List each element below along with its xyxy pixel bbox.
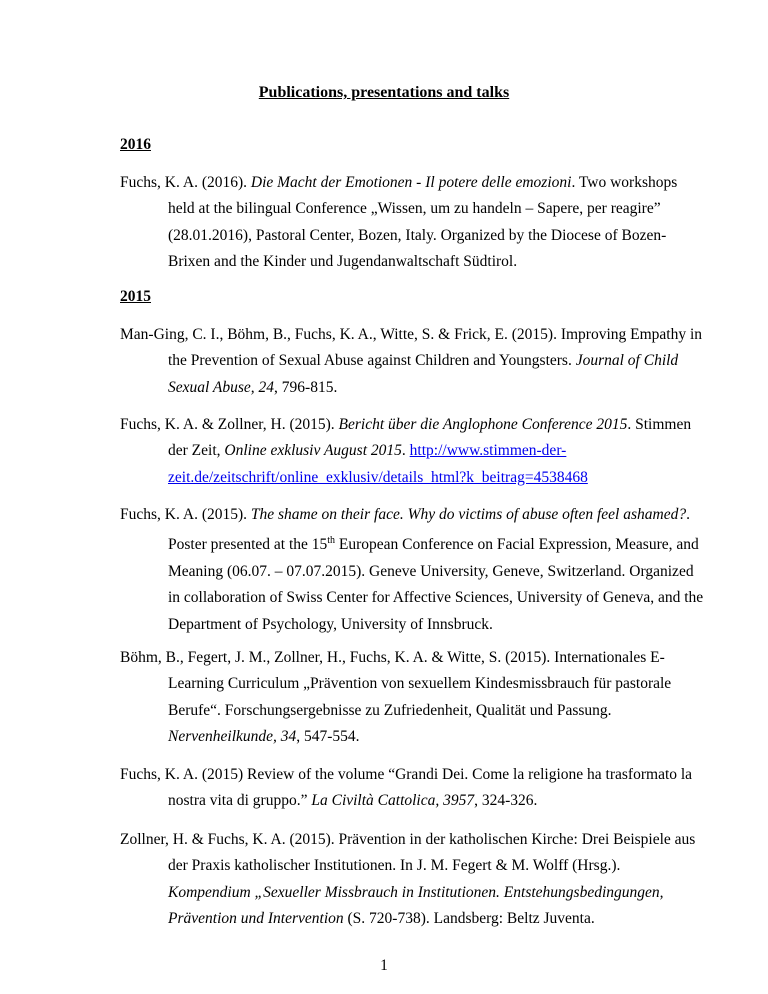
reference-entry (120, 827, 700, 933)
reference-line (120, 502, 700, 528)
ordinal-suffix: th (327, 535, 336, 547)
reference-text: (S. 720-738). Landsberg: Beltz Juventa. (343, 910, 595, 928)
reference-text: , 547-554. (296, 728, 360, 746)
page-number: 1 (380, 957, 388, 974)
reference-line: (28.01.2016), Pastoral Center, Bozen, Italy. Organized by the Diocese of Bozen- (168, 226, 667, 244)
reference-text: the Prevention of Sexual Abuse against Children and Youngsters. (168, 352, 576, 370)
journal-volume: Sexual Abuse, 24 (168, 378, 275, 396)
reference-line: Berufe“. Forschungsergebnisse zu Zufriedenheit, Qualität und Passung. (168, 701, 612, 719)
reference-url-link[interactable]: http://www.stimmen-der- (409, 442, 567, 460)
reference-line: in collaboration of Swiss Center for Affective Sciences, University of Geneva, and the (168, 589, 704, 607)
reference-line (120, 438, 700, 464)
reference-entry (120, 170, 700, 276)
reference-source: Online exklusiv August 2015 (224, 442, 402, 460)
reference-line (120, 348, 700, 374)
reference-text: European Conference on Facial Expression, Measure, and (335, 536, 699, 554)
book-title: Kompendium „Sexueller Missbrauch in Institutionen. Entstehungsbedingungen, (168, 883, 664, 901)
reference-line (120, 465, 700, 491)
reference-entry (120, 645, 700, 751)
reference-text: Fuchs, K. A. & Zollner, H. (2015). (120, 416, 339, 433)
reference-line: Department of Psychology, University of Innsbruck. (168, 615, 493, 633)
reference-line: Böhm, B., Fegert, J. M., Zollner, H., Fuchs, K. A. & Witte, S. (2015). Internationales E- (120, 649, 665, 666)
journal-name: Nervenheilkunde, 34 (168, 728, 297, 746)
reference-line (120, 375, 700, 401)
reference-entry (120, 762, 700, 815)
reference-text: Fuchs, K. A. (2015). (120, 506, 251, 523)
reference-text: Fuchs, K. A. (2016). (120, 174, 251, 191)
reference-entry (120, 412, 700, 491)
reference-text: Poster presented at the 15 (168, 536, 328, 554)
page-title: Publications, presentations and talks (258, 84, 510, 101)
reference-line: Learning Curriculum „Prävention von sexuellem Kindesmissbrauch für pastorale (168, 675, 672, 693)
reference-text: der Zeit, (168, 442, 225, 460)
reference-line: Meaning (06.07. – 07.07.2015). Geneve University, Geneve, Switzerland. Organized (168, 562, 694, 580)
reference-line (120, 528, 700, 559)
reference-text: , 796-815. (274, 378, 338, 396)
reference-line (120, 788, 700, 814)
reference-line (120, 170, 700, 196)
reference-line (120, 724, 700, 750)
reference-text: . Two workshops (571, 174, 678, 191)
year-heading-2015: 2015 (120, 288, 151, 305)
journal-name: Journal of Child (575, 352, 679, 370)
reference-title: The shame on their face. Why do victims of abuse often feel ashamed? (250, 506, 687, 523)
reference-line (120, 906, 700, 932)
reference-line (120, 412, 700, 438)
year-heading-2016: 2016 (120, 136, 151, 153)
reference-text: . (686, 506, 690, 523)
reference-title: Bericht über die Anglophone Conference 2015 (338, 416, 628, 433)
reference-line: der Praxis katholischer Institutionen. In J. M. Fegert & M. Wolff (Hrsg.). (168, 857, 621, 875)
reference-line: held at the bilingual Conference „Wissen, um zu handeln – Sapere, per reagire” (168, 200, 661, 218)
reference-text: . (401, 442, 410, 460)
reference-url-link[interactable]: zeit.de/zeitschrift/online_exklusiv/details_html?k_beitrag=4538468 (168, 468, 588, 486)
reference-line: Fuchs, K. A. (2015) Review of the volume “Grandi Dei. Come la religione ha trasformato la (120, 766, 693, 783)
reference-line: Man-Ging, C. I., Böhm, B., Fuchs, K. A., Witte, S. & Frick, E. (2015). Improving Empathy in (120, 326, 703, 343)
reference-line: Zollner, H. & Fuchs, K. A. (2015). Prävention in der katholischen Kirche: Drei Beispiele aus (120, 831, 696, 848)
reference-line: Brixen and the Kinder und Jugendanwaltschaft Südtirol. (168, 253, 518, 271)
reference-entry (120, 502, 704, 638)
book-title: Prävention und Intervention (168, 910, 344, 928)
reference-text: , 324-326. (474, 792, 538, 810)
reference-title: Die Macht der Emotionen - Il potere delle emozioni (250, 174, 572, 191)
reference-text: . Stimmen (627, 416, 692, 433)
reference-text: nostra vita di gruppo.” (168, 792, 312, 810)
reference-entry (120, 322, 703, 401)
journal-name: La Civiltà Cattolica, 3957 (311, 792, 475, 810)
reference-line (120, 880, 700, 906)
